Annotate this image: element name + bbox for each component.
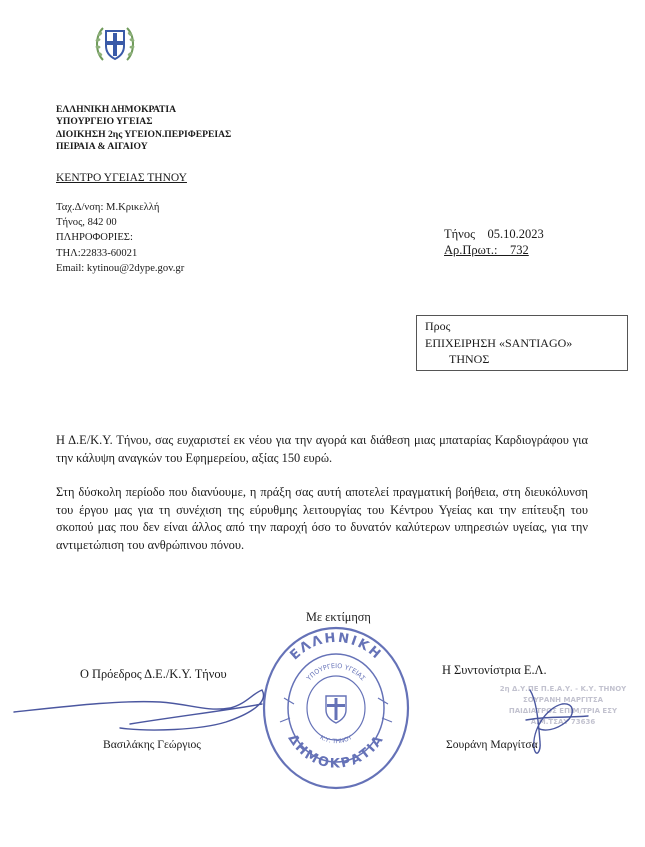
closing-phrase: Με εκτίμηση — [306, 610, 371, 624]
health-center-name: ΚΕΝΤΡΟ ΥΓΕΙΑΣ ΤΗΝΟΥ — [56, 172, 187, 184]
left-signatory-name: Βασιλάκης Γεώργιος — [103, 738, 201, 751]
info-label: ΠΛΗΡΟΦΟΡΙΕΣ: — [56, 232, 133, 244]
protocol-label: Αρ.Πρωτ.: — [444, 243, 498, 257]
coat-of-arms-icon — [93, 22, 137, 66]
seal-top-text: ΕΛΛΗΝΙΚΗ — [287, 630, 385, 664]
date-place: Τήνος — [444, 227, 476, 241]
recipient-label: Προς — [425, 319, 451, 333]
header-line-3: ΔΙΟΙΚΗΣΗ 2ης ΥΓΕΙΟΝ.ΠΕΡΙΦΕΡΕΙΑΣ — [56, 128, 232, 140]
date-value: 05.10.2023 — [487, 227, 544, 241]
svg-text:ΕΛΛΗΝΙΚΗ — [287, 631, 384, 664]
left-signatory-title: Ο Πρόεδρος Δ.Ε./Κ.Υ. Τήνου — [80, 667, 227, 681]
seal-inner-bottom-text: Κ.Υ. ΤΗΝΟΥ — [318, 734, 354, 746]
seal-inner-text: ΥΠΟΥΡΓΕΙΟ ΥΓΕΙΑΣ — [304, 661, 368, 683]
email-line: Email: kytinou@2dype.gov.gr — [56, 262, 185, 274]
recipient-place: ΤΗΝΟΣ — [449, 352, 490, 366]
contact-info — [56, 200, 184, 276]
personal-stamp-line-4: Α.Μ.ΤΣΑΥ 73636 — [530, 718, 596, 726]
personal-stamp-line-2: ΣΟΥΡΑΝΗ ΜΑΡΓΙΤΣΑ — [522, 696, 604, 704]
seal-bottom-text: ΔΗΜΟΚΡΑΤΙΑ — [284, 731, 388, 772]
body-paragraph-2: Στη δύσκολη περίοδο που διανύουμε, η πράξη σας αυτή αποτελεί πραγματική βοήθεια, στη διευκόλυνση του έργου μας για τη συνέχιση της εύρυθμης λειτουργίας του Κέντρου Υγείας και την επίτευξη του σκοπού μας που δεν είναι άλλος από την παροχή όσο το δυνατόν καλύτερων υπηρεσιών υγείας, για την αντιμετώπιση του ανθρώπινου πόνου. — [56, 485, 588, 552]
header-line-2: ΥΠΟΥΡΓΕΙΟ ΥΓΕΙΑΣ — [56, 116, 153, 128]
right-signatory-name: Σουράνη Μαργίτσα — [446, 738, 538, 751]
recipient-box — [416, 315, 628, 371]
personal-stamp-line-1: 2η Δ.Υ.ΠΕ Π.Ε.Α.Υ. - Κ.Υ. ΤΗΝΟΥ — [499, 685, 627, 693]
city-line: Τήνος, 842 00 — [56, 217, 117, 229]
right-signatory-title: Η Συντονίστρια Ε.Λ. — [442, 663, 547, 677]
left-signature — [14, 690, 263, 730]
svg-text:Κ.Υ. ΤΗΝΟΥ — [319, 734, 354, 745]
phone-line: ΤΗΛ:22833-60021 — [56, 247, 138, 259]
protocol-number: 732 — [510, 243, 529, 257]
svg-text:ΥΠΟΥΡΓΕΙΟ ΥΓΕΙΑΣ — [304, 662, 367, 683]
address-line: Ταχ.Δ/νση: Μ.Κρικελλή — [56, 202, 160, 213]
personal-stamp-line-3: ΠΑΙΔΙΑΤΡΟΣ ΕΠΙΜ/ΤΡΙΑ ΕΣΥ — [508, 707, 618, 715]
header-line-4: ΠΕΙΡΑΙΑ & ΑΙΓΑΙΟΥ — [56, 141, 148, 153]
header-line-1: ΕΛΛΗΝΙΚΗ ΔΗΜΟΚΡΑΤΙΑ — [56, 104, 177, 115]
ministry-header — [56, 104, 231, 154]
official-seal-icon — [260, 618, 412, 790]
date-protocol-block — [444, 226, 544, 258]
personal-stamp — [478, 684, 645, 728]
svg-text:ΔΗΜΟΚΡΑΤΙΑ — [285, 732, 388, 772]
body-paragraph-1: Η Δ.Ε/Κ.Υ. Τήνου, σας ευχαριστεί εκ νέου για την αγορά και διάθεση μιας μπαταρίας Καρδιογράφου για την κάλυψη αναγκών του Εφημερείου, αξίας 150 ευρώ. — [56, 433, 588, 465]
recipient-name: ΕΠΙΧΕΙΡΗΣΗ «SANTIAGO» — [425, 335, 573, 350]
